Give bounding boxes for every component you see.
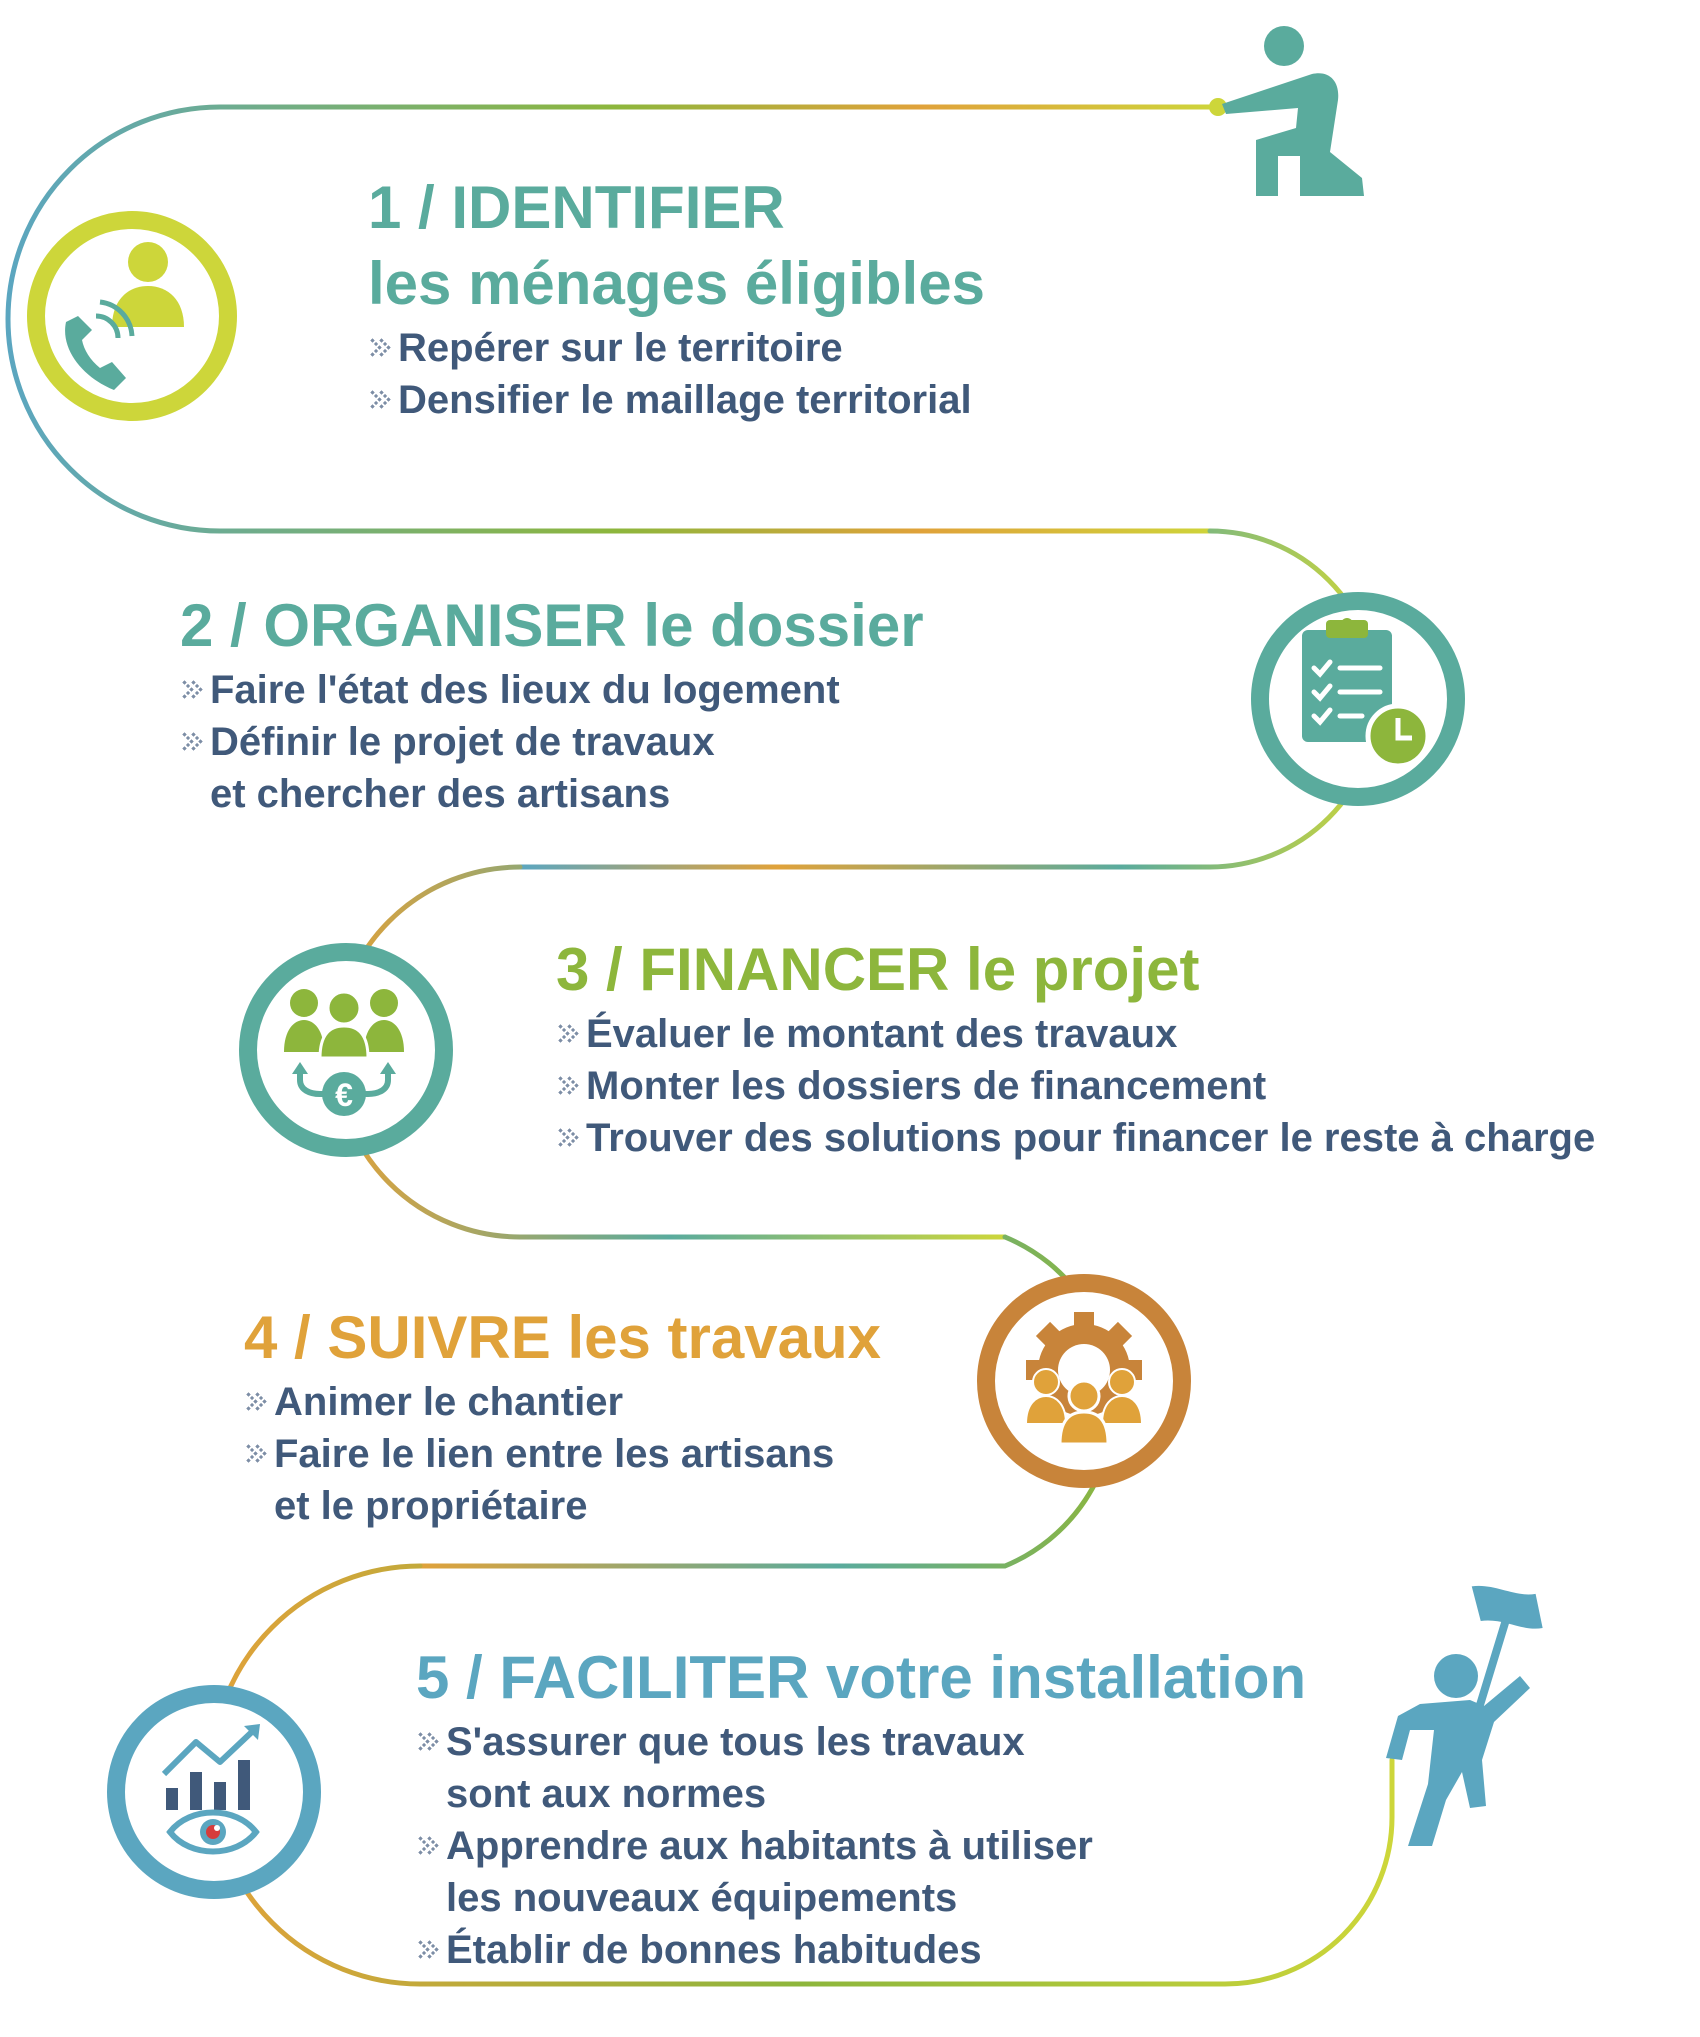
- step-2-items: [180, 664, 924, 820]
- step-1: [368, 170, 985, 426]
- chevron-bullet-icon: [368, 390, 390, 412]
- flag-person-icon: [1386, 1581, 1549, 1846]
- svg-text:€: €: [335, 1077, 353, 1113]
- chevron-bullet-icon: [416, 1732, 438, 1754]
- chevron-bullet-icon: [416, 1940, 438, 1962]
- step-3: [556, 932, 1595, 1164]
- list-item: Évaluer le montant des travaux: [556, 1008, 1595, 1060]
- list-item: Animer le chantier: [244, 1376, 881, 1428]
- gear-team-icon: [1026, 1312, 1142, 1444]
- pulling-person-icon: [1209, 26, 1364, 196]
- step-2-node: [1260, 601, 1456, 797]
- list-item: Définir le projet de travaux: [180, 716, 924, 768]
- chevron-bullet-icon: [180, 732, 202, 754]
- list-item: Apprendre aux habitants à utiliser: [416, 1820, 1306, 1872]
- step-4-node: [986, 1283, 1182, 1479]
- step-2: [180, 588, 924, 820]
- list-item: S'assurer que tous les travaux: [416, 1716, 1306, 1768]
- step-4-title: 4 / SUIVRE les travaux: [244, 1304, 881, 1371]
- step-5-items: [416, 1716, 1306, 1976]
- list-item: Monter les dossiers de financement: [556, 1060, 1595, 1112]
- step-2-title: 2 / ORGANISER le dossier: [180, 592, 924, 659]
- list-item: Repérer sur le territoire: [368, 322, 985, 374]
- step-3-title: 3 / FINANCER le projet: [556, 936, 1200, 1003]
- step-1-title-line-2: les ménages éligibles: [368, 250, 985, 317]
- step-4-items: [244, 1376, 881, 1532]
- step-5-node: [116, 1694, 312, 1890]
- list-item: Faire le lien entre les artisans: [244, 1428, 881, 1480]
- step-5: [416, 1640, 1306, 1976]
- list-item-continuation: les nouveaux équipements: [446, 1876, 958, 1920]
- step-4: [244, 1300, 881, 1532]
- list-item: Faire l'état des lieux du logement: [180, 664, 924, 716]
- chevron-bullet-icon: [556, 1024, 578, 1046]
- chevron-bullet-icon: [416, 1836, 438, 1858]
- chevron-bullet-icon: [244, 1444, 266, 1466]
- step-1-items: [368, 322, 985, 426]
- list-item-continuation: et le propriétaire: [274, 1484, 588, 1528]
- chevron-bullet-icon: [556, 1128, 578, 1150]
- chevron-bullet-icon: [180, 680, 202, 702]
- list-item: Densifier le maillage territorial: [368, 374, 985, 426]
- list-item: Trouver des solutions pour financer le reste à charge: [556, 1112, 1595, 1164]
- list-item-continuation: et chercher des artisans: [210, 772, 671, 816]
- chevron-bullet-icon: [368, 338, 390, 360]
- step-1-title-line-1: 1 / IDENTIFIER: [368, 174, 785, 241]
- step-3-items: [556, 1008, 1595, 1164]
- list-item: Établir de bonnes habitudes: [416, 1924, 1306, 1976]
- list-item-continuation: sont aux normes: [446, 1772, 767, 1816]
- step-3-node: [248, 952, 444, 1148]
- chevron-bullet-icon: [556, 1076, 578, 1098]
- chevron-bullet-icon: [244, 1392, 266, 1414]
- step-1-node: [36, 220, 228, 412]
- step-5-title: 5 / FACILITER votre installation: [416, 1644, 1307, 1711]
